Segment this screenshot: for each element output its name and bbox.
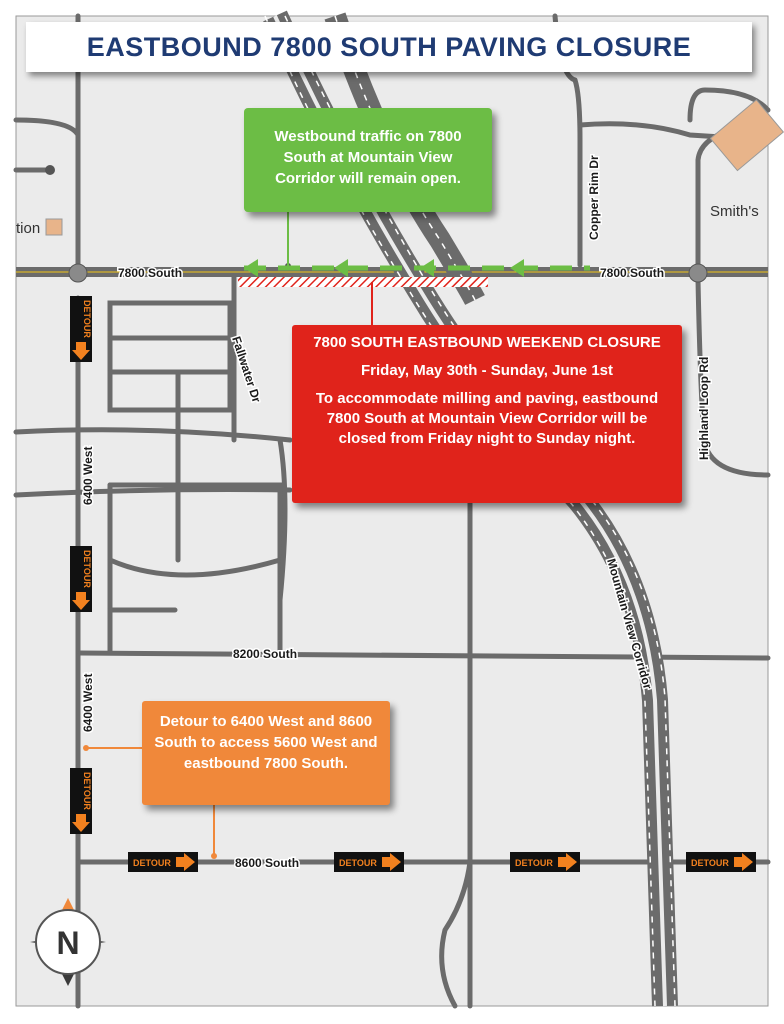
closure-body: To accommodate milling and paving, eastbound 7800 South at Mountain View Corridor will be closed from Friday night to Sunday night. — [315, 390, 659, 447]
label-highland-loop-rd: Highland Loop Rd — [697, 356, 711, 460]
label-7800-east: 7800 South — [600, 266, 665, 280]
closure-dates: Friday, May 30th - Sunday, June 1st — [360, 362, 613, 379]
page-title: EASTBOUND 7800 SOUTH PAVING CLOSURE — [86, 31, 692, 62]
title-bar — [26, 22, 752, 72]
label-copper-rim-dr: Copper Rim Dr — [587, 155, 601, 240]
svg-text:DETOUR: DETOUR — [515, 858, 553, 868]
label-8600-south: 8600 South — [235, 856, 300, 870]
label-8200-south: 8200 South — [233, 647, 298, 661]
westbound-open-text: Westbound traffic on 7800 South at Mountain View Corridor will remain open. — [274, 128, 462, 187]
svg-text:DETOUR: DETOUR — [82, 550, 92, 588]
closure-heading: 7800 SOUTH EASTBOUND WEEKEND CLOSURE — [313, 334, 661, 351]
label-smiths: Smith's — [710, 203, 759, 220]
detour-sign-horizontal-3 — [510, 852, 580, 872]
svg-text:DETOUR: DETOUR — [339, 858, 377, 868]
building-left — [46, 219, 62, 235]
detour-sign-horizontal-1 — [128, 852, 198, 872]
detour-sign-vertical-3 — [70, 768, 92, 834]
detour-sign-horizontal-4 — [686, 852, 756, 872]
label-mountain-view-corridor: Mountain View Corridor — [604, 556, 655, 691]
detour-sign-vertical-1 — [70, 296, 92, 362]
detour-sign-horizontal-2 — [334, 852, 404, 872]
svg-text:DETOUR: DETOUR — [82, 772, 92, 810]
svg-text:DETOUR: DETOUR — [133, 858, 171, 868]
label-7800-west: 7800 South — [118, 266, 183, 280]
detour-text: Detour to 6400 West and 8600 South to access 5600 West and eastbound 7800 South. — [154, 713, 378, 772]
label-6400-west-lower: 6400 West — [81, 673, 95, 732]
cul-de-sac-dot — [45, 165, 55, 175]
detour-sign-vertical-2 — [70, 546, 92, 612]
intersection-6400w — [69, 264, 87, 282]
svg-text:DETOUR: DETOUR — [82, 300, 92, 338]
svg-text:DETOUR: DETOUR — [691, 858, 729, 868]
detour-callout — [142, 701, 390, 805]
eastbound-closure-segment — [238, 277, 488, 287]
intersection-highland — [689, 264, 707, 282]
label-partial-place: tion — [16, 220, 41, 237]
westbound-open-callout — [244, 108, 492, 212]
svg-text:N: N — [56, 925, 80, 961]
closure-callout — [292, 325, 682, 503]
label-6400-west-upper: 6400 West — [81, 446, 95, 505]
label-fallwater-dr: Fallwater Dr — [229, 334, 264, 405]
